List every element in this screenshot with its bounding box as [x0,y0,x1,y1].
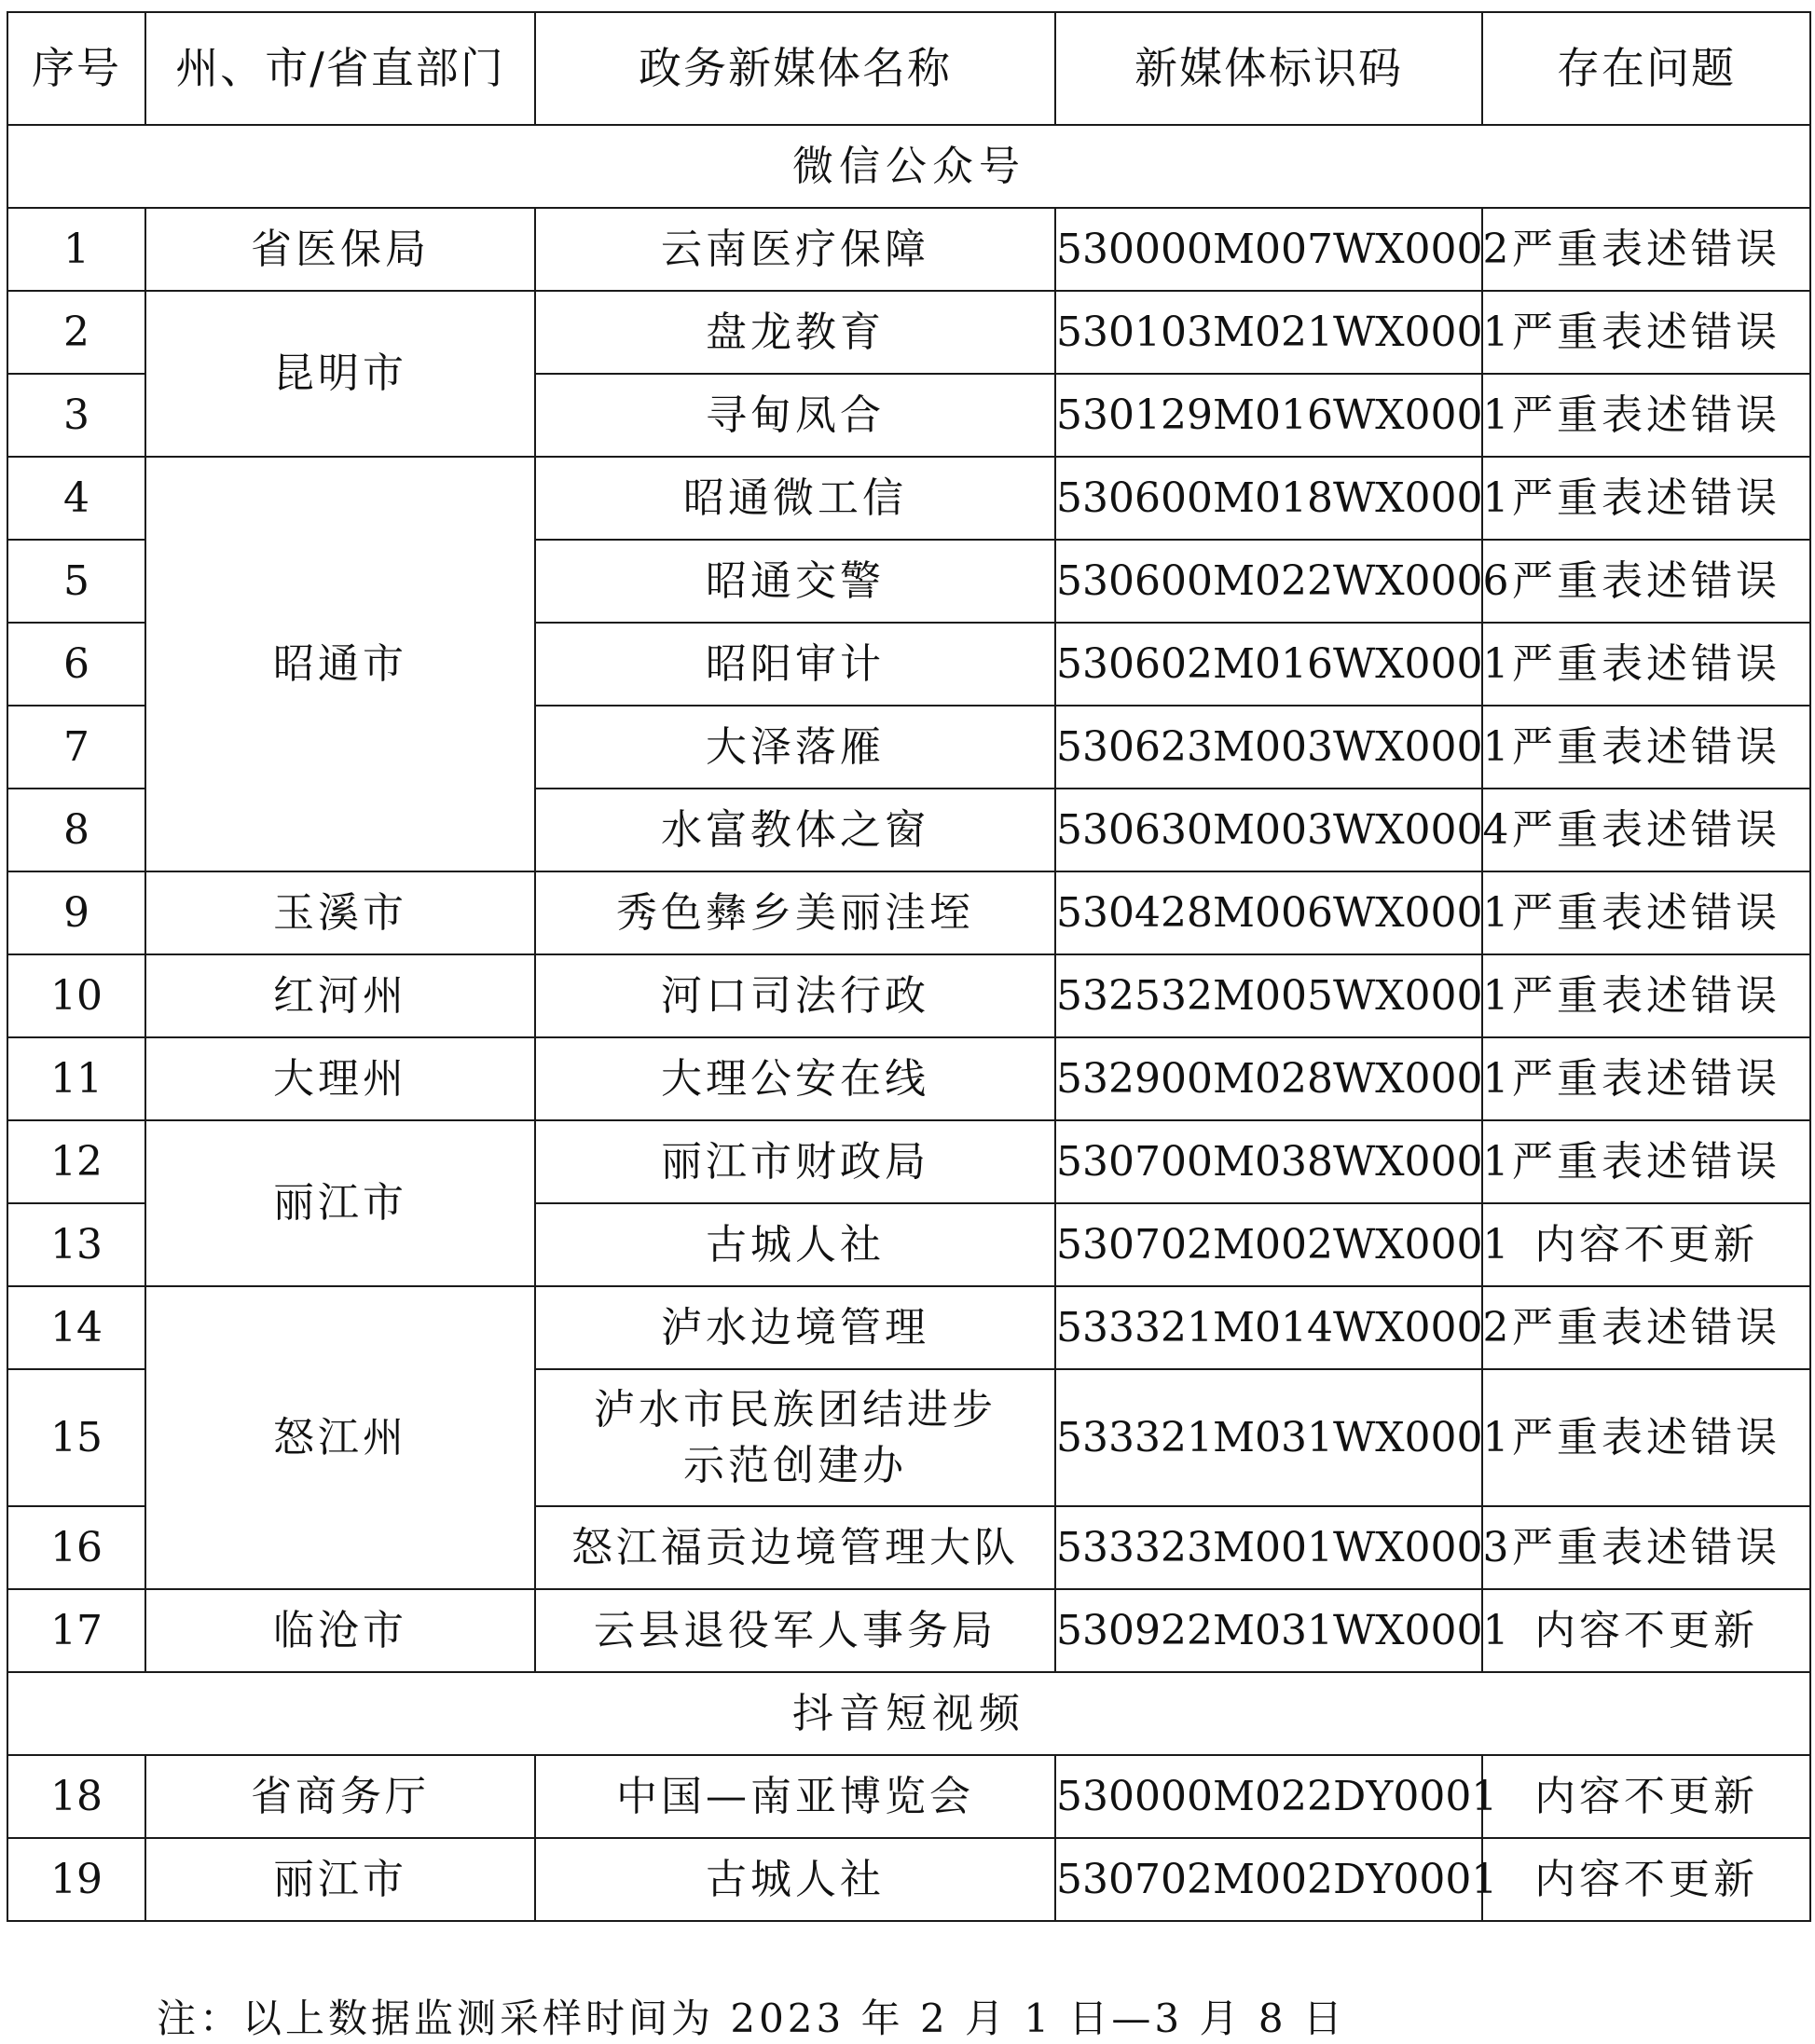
cell-no: 16 [7,1506,145,1589]
cell-region: 丽江市 [145,1838,535,1921]
cell-region: 昭通市 [145,457,535,871]
table-row [7,871,1810,954]
cell-no: 8 [7,789,145,871]
cell-no: 19 [7,1838,145,1921]
cell-region: 昆明市 [145,291,535,457]
cell-media-code: 530702M002DY0001 [1055,1838,1482,1921]
cell-region: 临沧市 [145,1589,535,1672]
cell-media-name: 河口司法行政 [535,954,1055,1037]
cell-no: 18 [7,1755,145,1838]
cell-media-code: 530702M002WX0001 [1055,1203,1482,1286]
cell-media-code: 530428M006WX0001 [1055,871,1482,954]
section-row-douyin [7,1672,1810,1755]
cell-problem: 内容不更新 [1482,1755,1810,1838]
table-row [7,1589,1810,1672]
cell-no: 15 [7,1369,145,1506]
cell-problem: 严重表述错误 [1482,871,1810,954]
cell-media-code: 530600M018WX0001 [1055,457,1482,540]
table-row [7,954,1810,1037]
cell-problem: 严重表述错误 [1482,540,1810,623]
header-no: 序号 [7,12,145,125]
cell-region: 怒江州 [145,1286,535,1589]
cell-media-name: 大理公安在线 [535,1037,1055,1120]
cell-no: 14 [7,1286,145,1369]
cell-media-code: 533323M001WX0003 [1055,1506,1482,1589]
cell-problem: 严重表述错误 [1482,1286,1810,1369]
cell-no: 2 [7,291,145,374]
footnote: 注：以上数据监测采样时间为 2023 年 2 月 1 日—3 月 8 日 [157,1996,1346,2041]
header-problem: 存在问题 [1482,12,1810,125]
header-media-name: 政务新媒体名称 [535,12,1055,125]
cell-problem: 严重表述错误 [1482,374,1810,457]
table-row [7,291,1810,374]
cell-no: 3 [7,374,145,457]
header-region: 州、市/省直部门 [145,12,535,125]
cell-media-name: 昭阳审计 [535,623,1055,706]
header-row [7,12,1810,125]
section-title: 微信公众号 [7,125,1810,208]
table-row [7,1286,1810,1369]
table-row [7,208,1810,291]
cell-media-name: 盘龙教育 [535,291,1055,374]
cell-media-code: 533321M014WX0002 [1055,1286,1482,1369]
cell-media-code: 532532M005WX0001 [1055,954,1482,1037]
cell-media-name: 泸水边境管理 [535,1286,1055,1369]
table-row [7,1838,1810,1921]
cell-media-name: 古城人社 [535,1838,1055,1921]
cell-no: 17 [7,1589,145,1672]
cell-media-code: 530129M016WX0001 [1055,374,1482,457]
table-row [7,457,1810,540]
cell-media-code: 530000M007WX0002 [1055,208,1482,291]
cell-problem: 严重表述错误 [1482,457,1810,540]
cell-media-name: 中国—南亚博览会 [535,1755,1055,1838]
cell-problem: 严重表述错误 [1482,1120,1810,1203]
cell-problem: 严重表述错误 [1482,789,1810,871]
cell-media-name: 怒江福贡边境管理大队 [535,1506,1055,1589]
cell-problem: 严重表述错误 [1482,1037,1810,1120]
government-new-media-problem-table [7,11,1811,1922]
cell-media-name: 寻甸凤合 [535,374,1055,457]
section-row-wechat [7,125,1810,208]
table-row [7,1120,1810,1203]
cell-problem: 内容不更新 [1482,1589,1810,1672]
cell-media-name: 丽江市财政局 [535,1120,1055,1203]
cell-media-name: 云县退役军人事务局 [535,1589,1055,1672]
cell-no: 13 [7,1203,145,1286]
cell-problem: 严重表述错误 [1482,706,1810,789]
cell-region: 大理州 [145,1037,535,1120]
cell-problem: 内容不更新 [1482,1203,1810,1286]
cell-media-code: 530623M003WX0001 [1055,706,1482,789]
cell-media-code: 530000M022DY0001 [1055,1755,1482,1838]
cell-media-name: 昭通微工信 [535,457,1055,540]
table-row [7,1037,1810,1120]
cell-media-code: 530103M021WX0001 [1055,291,1482,374]
cell-media-name: 大泽落雁 [535,706,1055,789]
cell-region: 省商务厅 [145,1755,535,1838]
cell-no: 11 [7,1037,145,1120]
cell-no: 4 [7,457,145,540]
cell-region: 省医保局 [145,208,535,291]
cell-no: 9 [7,871,145,954]
cell-no: 10 [7,954,145,1037]
cell-problem: 严重表述错误 [1482,954,1810,1037]
cell-media-code: 530600M022WX0006 [1055,540,1482,623]
cell-problem: 严重表述错误 [1482,1506,1810,1589]
cell-problem: 严重表述错误 [1482,1369,1810,1506]
cell-no: 7 [7,706,145,789]
cell-media-name [535,1369,1055,1506]
cell-no: 1 [7,208,145,291]
cell-media-code: 533321M031WX0001 [1055,1369,1482,1506]
cell-media-name: 水富教体之窗 [535,789,1055,871]
cell-media-code: 530602M016WX0001 [1055,623,1482,706]
cell-no: 12 [7,1120,145,1203]
cell-media-name: 古城人社 [535,1203,1055,1286]
table-row [7,1755,1810,1838]
cell-media-name: 秀色彝乡美丽洼垤 [535,871,1055,954]
cell-no: 5 [7,540,145,623]
cell-problem: 内容不更新 [1482,1838,1810,1921]
cell-region: 丽江市 [145,1120,535,1286]
cell-region: 玉溪市 [145,871,535,954]
cell-problem: 严重表述错误 [1482,291,1810,374]
cell-problem: 严重表述错误 [1482,623,1810,706]
cell-no: 6 [7,623,145,706]
cell-media-code: 530922M031WX0001 [1055,1589,1482,1672]
cell-media-code: 532900M028WX0001 [1055,1037,1482,1120]
cell-media-code: 530630M003WX0004 [1055,789,1482,871]
header-media-code: 新媒体标识码 [1055,12,1482,125]
media-name-line: 泸水市民族团结进步 [594,1386,997,1434]
cell-region: 红河州 [145,954,535,1037]
cell-media-name: 云南医疗保障 [535,208,1055,291]
cell-problem: 严重表述错误 [1482,208,1810,291]
cell-media-code: 530700M038WX0001 [1055,1120,1482,1203]
section-title: 抖音短视频 [7,1672,1810,1755]
media-name-line: 示范创建办 [683,1441,907,1489]
cell-media-name: 昭通交警 [535,540,1055,623]
